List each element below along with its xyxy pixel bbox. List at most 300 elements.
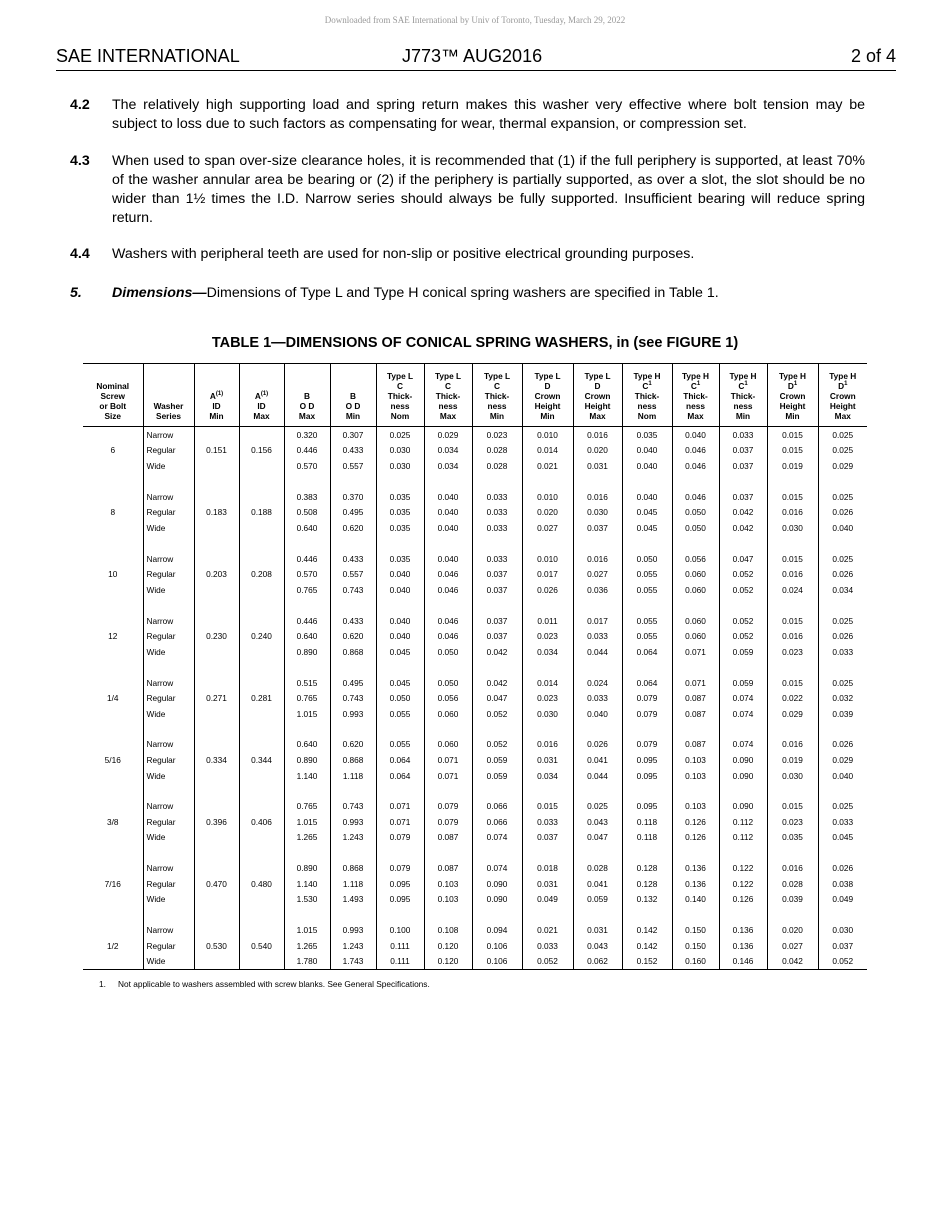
table-cell: 0.046: [424, 566, 472, 582]
column-header-line: Thick-: [387, 391, 413, 401]
table-cell: [239, 427, 284, 443]
table-cell: [622, 474, 672, 489]
table-cell: [767, 845, 818, 860]
table-cell: [719, 474, 767, 489]
table-cell: [573, 536, 622, 551]
column-header-line: O D: [299, 401, 315, 411]
table-spacer-row: [83, 907, 867, 922]
paragraph-text: When used to span over-size clearance holes, it is recommended that (1) if the full periphery is supported, at least 70% of the washer annular area be bearing or (2) if the periphery is partially supported, as over a slot, the slot should be no wider than 1½ times the I.D. Narrow series should always be fully supported. Insufficient bearing will reduce spring return.: [112, 153, 865, 226]
table-cell: [376, 721, 424, 736]
column-header: [239, 364, 284, 427]
table-cell: 0.037: [719, 443, 767, 459]
table-cell: 0.021: [522, 458, 573, 474]
table-cell: 0.064: [622, 644, 672, 660]
column-header-line: Min: [735, 411, 751, 421]
table-cell: 0.037: [522, 830, 573, 846]
footnote-marker: (1): [215, 391, 224, 398]
table-cell: 1.265: [284, 938, 330, 954]
table-cell: 0.033: [522, 814, 573, 830]
table-cell: 0.495: [330, 504, 376, 520]
table-cell: [239, 737, 284, 753]
table-cell: [573, 721, 622, 736]
table-cell: [194, 644, 239, 660]
table-cell: 0.025: [832, 491, 854, 502]
table-cell: [239, 644, 284, 660]
table-cell: 0.079: [424, 799, 472, 815]
column-header: [719, 364, 767, 427]
table-cell: 0.040: [424, 504, 472, 520]
table-cell: 0.050: [376, 690, 424, 706]
table-cell: [376, 474, 424, 489]
section-text: [112, 284, 865, 303]
table-row: [83, 520, 867, 536]
table-cell: 0.060: [672, 566, 719, 582]
table-cell: 0.025: [832, 801, 854, 812]
table-body: [83, 427, 867, 970]
table-cell: [239, 721, 284, 736]
table-cell: 0.868: [330, 644, 376, 660]
table-cell: 0.042: [472, 644, 522, 660]
table-row: [83, 752, 867, 768]
table-cell: 0.059: [719, 644, 767, 660]
table-cell: 0.540: [239, 938, 284, 954]
table-row: [83, 737, 867, 753]
table-cell: 0.126: [719, 892, 767, 908]
table-row: [83, 443, 867, 459]
table-cell: [472, 536, 522, 551]
table-cell: 0.026: [573, 737, 622, 753]
table-cell: 0.034: [832, 584, 854, 595]
column-header-line: Type L: [483, 371, 511, 381]
column-header-line: Nom: [637, 411, 657, 421]
table-cell: 0.040: [424, 551, 472, 567]
table-cell: 0.025: [832, 429, 854, 440]
table-cell: Regular: [143, 876, 194, 892]
table-cell: 0.030: [767, 520, 818, 536]
table-cell: [194, 721, 239, 736]
table-cell: 0.040: [424, 520, 472, 536]
table-cell: 0.079: [424, 814, 472, 830]
table-cell: 0.150: [672, 923, 719, 939]
table-cell: 0.025: [832, 445, 854, 456]
table-cell: [573, 907, 622, 922]
table-cell: 0.079: [622, 737, 672, 753]
table-cell: Regular: [143, 814, 194, 830]
table-cell: Narrow: [143, 613, 194, 629]
table-cell: 0.126: [672, 814, 719, 830]
table-cell: 0.035: [376, 489, 424, 505]
column-header-line: ID: [257, 401, 266, 411]
table-spacer-row: [83, 659, 867, 674]
table-cell: [573, 845, 622, 860]
column-header-line: Min: [489, 411, 505, 421]
table-cell: 0.045: [376, 675, 424, 691]
table-cell: 0.087: [424, 861, 472, 877]
table-cell: 0.064: [376, 752, 424, 768]
table-cell: Wide: [143, 644, 194, 660]
table-cell: 1.243: [330, 830, 376, 846]
column-header: [573, 364, 622, 427]
table-cell: 0.046: [672, 443, 719, 459]
table-cell: 0.014: [522, 443, 573, 459]
table-cell: 0.370: [330, 489, 376, 505]
table-row: [83, 566, 867, 582]
table-cell: [522, 783, 573, 798]
table-cell: 0.120: [424, 938, 472, 954]
column-header-line: ness: [733, 401, 753, 411]
table-cell: 0.446: [284, 613, 330, 629]
table-row: [83, 628, 867, 644]
table-cell: 0.027: [573, 566, 622, 582]
table-cell: 0.765: [284, 690, 330, 706]
table-cell: 0.056: [424, 690, 472, 706]
table-cell: 0.049: [832, 894, 854, 905]
column-header-line: O D: [345, 401, 361, 411]
table-cell: 1.118: [330, 768, 376, 784]
table-cell: Narrow: [143, 427, 194, 443]
table-cell: 0.016: [767, 861, 818, 877]
column-header-line: or Bolt: [99, 401, 127, 411]
table-cell: 0.016: [522, 737, 573, 753]
table-cell: 0.060: [672, 613, 719, 629]
table-cell: Wide: [143, 768, 194, 784]
column-header-line: ness: [686, 401, 705, 411]
table-cell: 0.022: [767, 690, 818, 706]
table-cell: 0.344: [239, 752, 284, 768]
table-header-row: [83, 364, 867, 427]
column-header-line: ness: [438, 401, 458, 411]
table-cell: 1.015: [284, 814, 330, 830]
column-header-line: Series: [156, 411, 181, 421]
column-header-line: Type H: [633, 371, 661, 381]
table-cell: 0.136: [719, 923, 767, 939]
table-cell: [522, 536, 573, 551]
column-header-line: Thick-: [435, 391, 461, 401]
table-cell: [239, 861, 284, 877]
table-footnote: [99, 979, 430, 989]
column-header-line: C: [642, 381, 649, 391]
table-cell: 0.033: [472, 551, 522, 567]
table-cell: 0.079: [376, 830, 424, 846]
table-cell: [83, 474, 143, 489]
table-cell: 0.640: [284, 520, 330, 536]
column-header-line: Screw: [100, 391, 125, 401]
table-cell: 0.281: [239, 690, 284, 706]
table-cell: 0.019: [767, 458, 818, 474]
table-cell: 0.890: [284, 752, 330, 768]
dimensions-table: [83, 363, 867, 970]
table-cell: 0.446: [284, 551, 330, 567]
table-row: [83, 504, 867, 520]
column-header: [376, 364, 424, 427]
table-cell: 0.031: [522, 876, 573, 892]
table-cell: 0.040: [832, 522, 854, 533]
table-cell: 0.030: [832, 925, 854, 936]
column-header: [194, 364, 239, 427]
table-spacer-row: [83, 845, 867, 860]
table-cell: 0.032: [832, 693, 854, 704]
table-cell: 0.890: [284, 861, 330, 877]
table-cell: 0.136: [719, 938, 767, 954]
table-cell: 0.055: [622, 613, 672, 629]
table-cell: 0.025: [573, 799, 622, 815]
table-cell: [194, 520, 239, 536]
column-header-line: Washer: [153, 401, 184, 411]
table-cell: [194, 845, 239, 860]
table-cell: 0.037: [472, 628, 522, 644]
column-header-line: Size: [104, 411, 122, 421]
table-cell: 0.026: [832, 631, 854, 642]
table-cell: [194, 675, 239, 691]
table-cell: Wide: [143, 830, 194, 846]
table-cell: 8: [83, 504, 143, 520]
table-cell: 0.031: [522, 752, 573, 768]
table-cell: 0.052: [818, 954, 867, 970]
table-cell: 1.530: [284, 892, 330, 908]
table-cell: 0.090: [719, 768, 767, 784]
table-cell: 0.016: [573, 489, 622, 505]
table-cell: [672, 783, 719, 798]
table-cell: 0.620: [330, 520, 376, 536]
column-header: [672, 364, 719, 427]
table-cell: 0.055: [376, 737, 424, 753]
column-header-line: Crown: [779, 391, 806, 401]
table-cell: 0.993: [330, 923, 376, 939]
table-cell: 0.035: [376, 504, 424, 520]
column-header: [284, 364, 330, 427]
table-row: [83, 799, 867, 815]
table-cell: 0.029: [832, 460, 854, 471]
column-header-line: D: [838, 381, 845, 391]
table-cell: 0.060: [424, 737, 472, 753]
table-cell: 0.040: [376, 613, 424, 629]
table-cell: 0.039: [767, 892, 818, 908]
table-cell: [83, 520, 143, 536]
table-cell: 0.640: [284, 737, 330, 753]
column-header-line: Type H: [778, 371, 807, 381]
table-cell: 0.743: [330, 799, 376, 815]
column-header-line: Type H: [829, 371, 857, 381]
table-cell: 0.074: [719, 690, 767, 706]
table-cell: 0.334: [194, 752, 239, 768]
table-cell: [239, 536, 284, 551]
table-cell: [83, 830, 143, 846]
table-cell: [194, 954, 239, 970]
column-header-line: Min: [345, 411, 361, 421]
table-cell: 0.743: [330, 582, 376, 598]
table-cell: [818, 907, 867, 922]
table-cell: [622, 659, 672, 674]
table-cell: [284, 907, 330, 922]
table-cell: 0.993: [330, 814, 376, 830]
table-cell: [284, 721, 330, 736]
table-cell: 0.108: [424, 923, 472, 939]
table-cell: 0.034: [522, 644, 573, 660]
table-cell: 0.037: [472, 582, 522, 598]
table-cell: 0.037: [573, 520, 622, 536]
table-row: [83, 675, 867, 691]
table-cell: 0.029: [767, 706, 818, 722]
table-cell: 0.868: [330, 752, 376, 768]
table-cell: 5/16: [83, 752, 143, 768]
table-cell: 0.140: [672, 892, 719, 908]
table-cell: [284, 845, 330, 860]
table-cell: 0.035: [767, 830, 818, 846]
table-cell: 0.383: [284, 489, 330, 505]
table-cell: 0.993: [330, 706, 376, 722]
table-cell: 0.079: [376, 861, 424, 877]
table-cell: 0.038: [832, 878, 854, 889]
table-cell: 0.071: [672, 644, 719, 660]
table-cell: [522, 474, 573, 489]
table-cell: [239, 706, 284, 722]
table-cell: 0.016: [767, 737, 818, 753]
table-cell: [83, 706, 143, 722]
footnote-number: 1.: [99, 979, 106, 989]
table-cell: 0.103: [672, 752, 719, 768]
table-cell: [239, 489, 284, 505]
table-cell: [767, 598, 818, 613]
table-cell: 0.015: [767, 551, 818, 567]
table-cell: [83, 598, 143, 613]
header-org: SAE INTERNATIONAL: [56, 46, 240, 66]
column-header-line: D: [787, 381, 794, 391]
table-row: [83, 938, 867, 954]
table-cell: [376, 536, 424, 551]
table-cell: 0.025: [832, 615, 854, 626]
table-cell: [83, 768, 143, 784]
column-header-line: Type H: [729, 371, 757, 381]
table-cell: [719, 536, 767, 551]
table-cell: 0.112: [719, 814, 767, 830]
table-cell: 0.026: [832, 739, 854, 750]
column-header-line: Max: [589, 411, 606, 421]
table-cell: 0.052: [719, 582, 767, 598]
table-cell: 0.136: [672, 861, 719, 877]
table-cell: [424, 659, 472, 674]
table-cell: 0.047: [472, 690, 522, 706]
table-cell: [83, 613, 143, 629]
table-cell: 0.030: [376, 443, 424, 459]
column-header-line: Height: [829, 401, 856, 411]
table-cell: [83, 427, 143, 443]
table-cell: 0.132: [622, 892, 672, 908]
table-cell: [376, 783, 424, 798]
table-cell: 0.320: [284, 427, 330, 443]
table-cell: 0.011: [522, 613, 573, 629]
table-cell: 0.023: [522, 628, 573, 644]
table-cell: 0.146: [719, 954, 767, 970]
paragraph-number: 4.4: [70, 246, 90, 262]
table-cell: 0.052: [719, 566, 767, 582]
table-cell: 0.040: [622, 458, 672, 474]
table-cell: [622, 598, 672, 613]
table-cell: 0.010: [522, 551, 573, 567]
table-cell: 0.040: [622, 489, 672, 505]
table-cell: 0.112: [719, 830, 767, 846]
table-cell: 0.026: [832, 507, 854, 518]
table-cell: 0.640: [284, 628, 330, 644]
table-cell: 0.040: [832, 770, 854, 781]
table-cell: [767, 536, 818, 551]
table-cell: 0.043: [573, 814, 622, 830]
column-header: [472, 364, 522, 427]
table-cell: 0.152: [622, 954, 672, 970]
table-cell: 0.446: [284, 443, 330, 459]
table-cell: 0.015: [767, 489, 818, 505]
column-header: [424, 364, 472, 427]
table-cell: 0.050: [424, 644, 472, 660]
column-header-line: Type L: [584, 371, 611, 381]
table-cell: 0.050: [672, 504, 719, 520]
table-cell: [83, 458, 143, 474]
column-header: [818, 364, 867, 427]
table-cell: Wide: [143, 458, 194, 474]
table-cell: 0.203: [194, 566, 239, 582]
table-cell: [284, 598, 330, 613]
table-cell: 0.023: [767, 814, 818, 830]
table-row: [83, 489, 867, 505]
table-cell: 0.042: [472, 675, 522, 691]
table-cell: [719, 907, 767, 922]
table-cell: 0.040: [376, 566, 424, 582]
table-cell: 0.045: [622, 504, 672, 520]
table-cell: Narrow: [143, 799, 194, 815]
table-cell: 0.495: [330, 675, 376, 691]
table-cell: [622, 721, 672, 736]
table-cell: 0.045: [376, 644, 424, 660]
table-cell: 0.059: [719, 675, 767, 691]
table-cell: [472, 721, 522, 736]
table-cell: 0.103: [424, 892, 472, 908]
table-cell: 0.035: [376, 551, 424, 567]
table-cell: 0.042: [719, 520, 767, 536]
table-cell: 0.024: [767, 582, 818, 598]
table-cell: [239, 830, 284, 846]
table-cell: 0.396: [194, 814, 239, 830]
table-cell: 0.111: [376, 938, 424, 954]
column-header-line: A: [254, 391, 261, 401]
table-cell: 0.087: [424, 830, 472, 846]
footnote-text: Not applicable to washers assembled with screw blanks. See General Specifications.: [118, 979, 430, 989]
column-header-line: A: [209, 391, 216, 401]
table-cell: [573, 783, 622, 798]
table-cell: 0.020: [767, 923, 818, 939]
table-cell: 0.470: [194, 876, 239, 892]
table-cell: [522, 721, 573, 736]
table-cell: 0.055: [622, 582, 672, 598]
page-header: [56, 46, 896, 71]
table-cell: [239, 474, 284, 489]
table-cell: [522, 659, 573, 674]
table-cell: Regular: [143, 690, 194, 706]
table-cell: [83, 845, 143, 860]
table-cell: [330, 598, 376, 613]
table-cell: 0.050: [672, 520, 719, 536]
table-cell: 0.059: [472, 768, 522, 784]
table-cell: 0.026: [522, 582, 573, 598]
table-cell: 0.095: [622, 799, 672, 815]
table-cell: 0.046: [424, 613, 472, 629]
table-cell: 0.026: [832, 863, 854, 874]
table-row: [83, 876, 867, 892]
table-cell: [622, 845, 672, 860]
table-cell: [143, 721, 194, 736]
table-cell: 0.142: [622, 938, 672, 954]
table-cell: 0.036: [573, 582, 622, 598]
table-row: [83, 954, 867, 970]
table-cell: [194, 427, 239, 443]
